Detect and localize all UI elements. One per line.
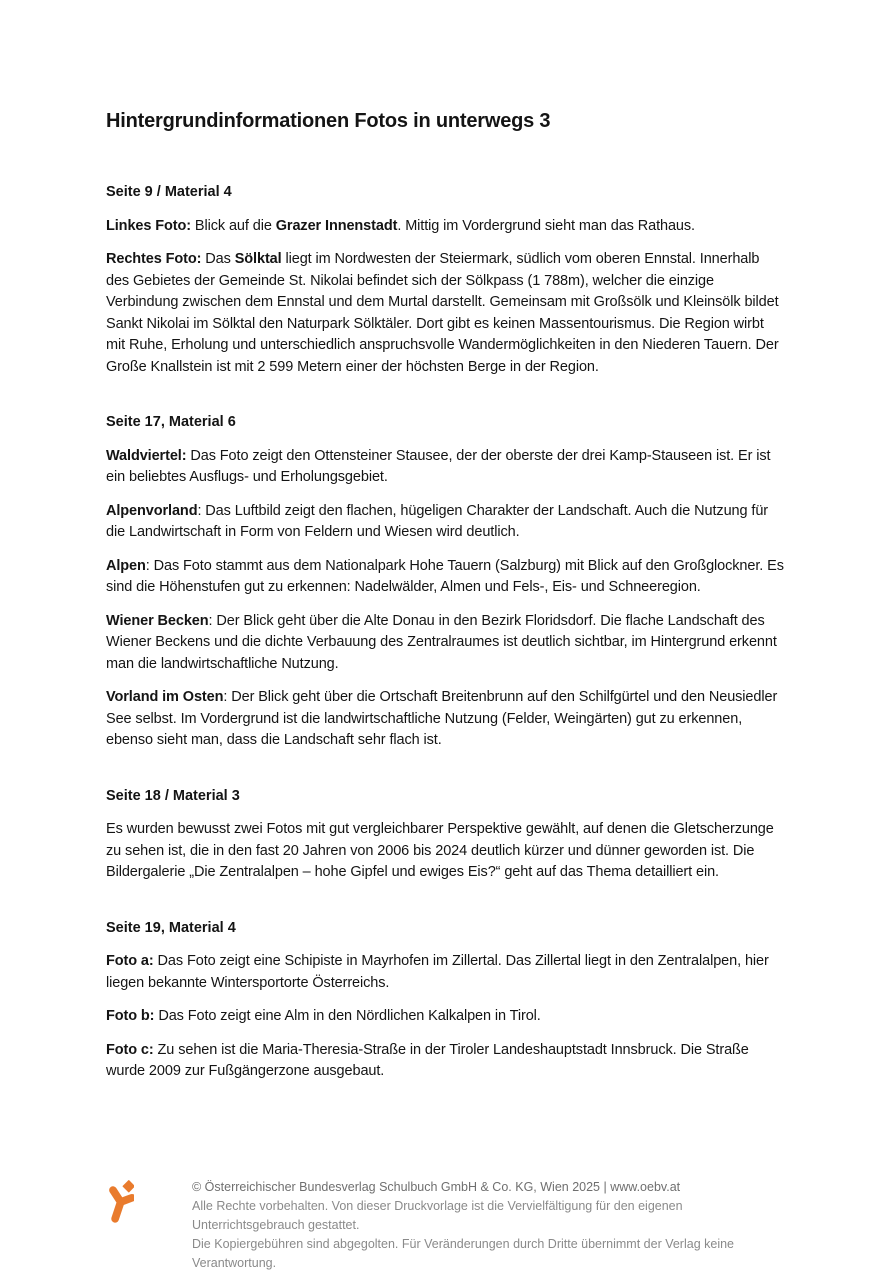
text-run-bold: Waldviertel: — [106, 447, 187, 464]
text-run-bold: Vorland im Osten — [106, 689, 224, 705]
section-heading: Seite 18 / Material 3 — [106, 787, 240, 804]
paragraph — [106, 687, 785, 752]
text-run-bold: Rechtes Foto: — [106, 251, 202, 267]
paragraph — [106, 1040, 785, 1083]
text-run: Das Foto zeigt eine Schipiste in Mayrhofen im Zillertal. Das Zillertal liegt in den Zentralalpen, hier liegen bekannte Wintersportorte Österreichs. — [106, 953, 769, 991]
paragraph — [106, 446, 785, 489]
section-3 — [106, 786, 785, 884]
section-2 — [106, 412, 785, 752]
logo-strokes — [113, 1180, 134, 1219]
text-run: Das Foto zeigt eine Alm in den Nördlichen Kalkalpen in Tirol. — [154, 1008, 541, 1024]
text-run: Es wurden bewusst zwei Fotos mit gut vergleichbarer Perspektive gewählt, auf denen die Gletscherzunge zu sehen ist, die in den fast 20 Jahren von 2006 bis 2024 deutlich kürzer und dünner geworden ist. Die Bildergalerie „Die Zentralalpen – hohe Gipfel und ewiges Eis?“ geht auf das Thema detailliert ein. — [106, 821, 774, 880]
text-run-bold: Alpen — [106, 557, 146, 574]
paragraph — [106, 216, 785, 238]
footer-liability: Die Kopiergebühren sind abgegolten. Für Veränderungen durch Dritte übernimmt der Verlag keine Verantwortung. — [192, 1237, 734, 1270]
text-run: liegt im Nordwesten der Steiermark, südlich vom oberen Ennstal. Innerhalb des Gebietes der Gemeinde St. Nikolai befindet sich der Sölkpass (1 788m), welcher die einzige Verbindung zwischen dem Ennstal und dem Murtal darstellt. Gemeinsam mit Großsölk und Kleinsölk bildet Sankt Nikolai im Sölktal den Naturpark Sölktäler. Dort gibt es keinen Massentourismus. Die Region wirbt mit Ruhe, Erholung und unterschiedlich anspruchsvolle Wandermöglichkeiten in den Niederen Tauern. Der Große Knallstein ist mit 2 599 Metern einer der höchsten Berge in der Region. — [106, 251, 779, 375]
paragraph — [106, 556, 785, 599]
paragraph — [106, 819, 785, 884]
section-heading: Seite 19, Material 4 — [106, 919, 236, 936]
oebv-asterisk-logo — [106, 1180, 134, 1224]
page-title: Hintergrundinformationen Fotos in unterwegs 3 — [106, 110, 551, 132]
text-run-bold: Sölktal — [234, 251, 282, 267]
text-run: : Das Luftbild zeigt den flachen, hügeligen Charakter der Landschaft. Auch die Nutzung für die Landwirtschaft in Form von Feldern und Wiesen wird deutlich. — [106, 502, 769, 540]
paragraph — [106, 611, 785, 676]
text-run: : Der Blick geht über die Ortschaft Breitenbrunn auf den Schilfgürtel und den Neusiedler See selbst. Im Vordergrund ist die landwirtschaftliche Nutzung (Felder, Weingärten) gut zu erkennen, ebenso sieht man, dass die Landschaft sehr flach ist. — [106, 689, 778, 748]
footer-copyright: © Österreichischer Bundesverlag Schulbuch GmbH & Co. KG, Wien 2025 | www.oebv.at — [192, 1180, 681, 1194]
section-heading: Seite 9 / Material 4 — [106, 184, 232, 200]
text-run-bold: Wiener Becken — [106, 612, 209, 629]
text-run: Das Foto zeigt den Ottensteiner Stausee, der der oberste der drei Kamp-Stauseen ist. Er ist ein beliebtes Ausflugs- und Erholungsgebiet. — [106, 447, 771, 485]
text-run: Zu sehen ist die Maria-Theresia-Straße in der Tiroler Landeshauptstadt Innsbruck. Die Straße wurde 2009 zur Fußgängerzone ausgebaut. — [106, 1041, 749, 1079]
section-1 — [106, 182, 785, 378]
section-heading: Seite 17, Material 6 — [106, 414, 236, 430]
text-run-bold: Foto c: — [106, 1041, 154, 1058]
text-run: . Mittig im Vordergrund sieht man das Rathaus. — [397, 217, 695, 234]
footer-rights: Alle Rechte vorbehalten. Von dieser Druckvorlage ist die Vervielfältigung für den eigenen Unterrichtsgebrauch gestattet. — [192, 1199, 683, 1232]
paragraph — [106, 951, 785, 994]
text-run-bold: Foto a: — [106, 953, 154, 969]
text-run: : Das Foto stammt aus dem Nationalpark Hohe Tauern (Salzburg) mit Blick auf den Großglockner. Es sind die Höhenstufen gut zu erkennen: Nadelwälder, Almen und Fels-, Eis- und Schneeregion. — [106, 557, 784, 595]
text-run: Das — [201, 251, 235, 267]
text-run: Blick auf die — [191, 217, 276, 234]
section-4 — [106, 918, 785, 1083]
text-run-bold: Foto b: — [106, 1008, 155, 1024]
paragraph — [106, 501, 785, 544]
sections-container — [106, 182, 785, 1083]
text-run-bold: Alpenvorland — [106, 502, 198, 519]
text-run: : Der Blick geht über die Alte Donau in den Bezirk Floridsdorf. Die flache Landschaft des Wiener Beckens und die dichte Verbauung des Zentralraumes ist deutlich sichtbar, im Hintergrund erkennt man die landwirtschaftliche Nutzung. — [106, 612, 777, 672]
text-run-bold: Linkes Foto: — [106, 217, 191, 234]
paragraph — [106, 249, 785, 378]
paragraph — [106, 1006, 785, 1028]
text-run-bold: Grazer Innenstadt — [275, 217, 398, 234]
